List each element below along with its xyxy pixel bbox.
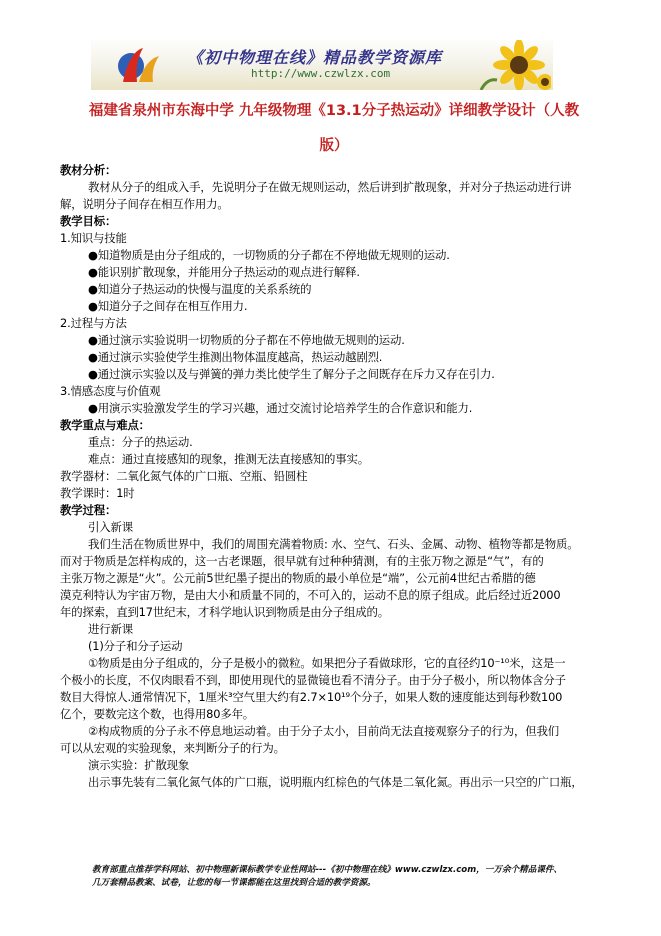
body-text-line: ●能识别扩散现象，并能用分子热运动的观点进行解释. xyxy=(88,265,360,279)
body-text-line: 解，说明分子间存在相互作用力。 xyxy=(60,197,229,211)
header-banner xyxy=(91,40,553,90)
body-text-line: ●用演示实验激发学生的学习兴趣，通过交流讨论培养学生的合作意识和能力. xyxy=(88,401,473,415)
body-text-line: ●知道分子之间存在相互作用力. xyxy=(88,299,248,313)
body-text-line: ●通过演示实验以及与弹簧的弹力类比使学生了解分子之间既存在斥力又存在引力. xyxy=(88,367,495,381)
body-text-line: 引入新课 xyxy=(88,520,133,534)
section-heading: 教学重点与难点： xyxy=(60,418,150,432)
body-text-line: 教学器材：二氧化氮气体的广口瓶、空瓶、铅圆柱 xyxy=(60,469,308,483)
sunflower-image xyxy=(461,40,551,90)
body-text-line: 演示实验：扩散现象 xyxy=(88,758,190,772)
body-text-line: 我们生活在物质世界中，我们的周围充满着物质: 水、空气、石头、金属、动物、植物等都是物质。 xyxy=(88,537,579,551)
body-text-line: 出示事先装有二氧化氮气体的广口瓶，说明瓶内红棕色的气体是二氧化氮。再出示一只空的广口瓶， xyxy=(88,775,583,789)
body-text-line: ●知道分子热运动的快慢与温度的关系系统的 xyxy=(88,282,312,296)
section-heading: 教材分析： xyxy=(60,163,117,177)
section-heading: 教学目标： xyxy=(60,214,117,228)
document-title: 福建省泉州市东海中学 九年级物理《13.1分子热运动》详细教学设计（人教 xyxy=(88,103,580,119)
body-text-line: 亿个，要数完这个数，也得用80多年。 xyxy=(60,707,255,721)
banner-url[interactable]: http://www.czwlzx.com xyxy=(251,67,391,80)
banner-title: 《初中物理在线》精品教学资源库 xyxy=(187,48,443,67)
footer-line: 几万套精品教案、试卷，让您的每一节课都能在这里找到合适的教学资源。 xyxy=(92,878,376,888)
body-text-line: (1)分子和分子运动 xyxy=(88,639,183,653)
site-logo xyxy=(113,44,163,86)
section-heading: 教学过程： xyxy=(60,503,117,517)
body-text-line: ●通过演示实验说明一切物质的分子都在不停地做无规则的运动. xyxy=(88,333,405,347)
body-text-line: ●知道物质是由分子组成的，一切物质的分子都在不停地做无规则的运动. xyxy=(88,248,450,262)
body-text-line: 3.情感态度与价值观 xyxy=(60,384,161,398)
body-text-line: ②构成物质的分子永不停息地运动着。由于分子太小，目前尚无法直接观察分子的行为，但我们 xyxy=(88,724,559,738)
body-text-line: 教学课时：1时 xyxy=(60,486,135,500)
body-text-line: 1.知识与技能 xyxy=(60,231,127,245)
body-text-line: 可以从宏观的实验现象，来判断分子的行为。 xyxy=(60,741,285,755)
footer-line: 教育部重点推荐学科网站、初中物理新课标教学专业性网站---《初中物理在线》www.czwlzx.com，一万余个精品课件、 xyxy=(92,865,563,875)
body-text-line: 教材从分子的组成入手，先说明分子在做无规则运动，然后讲到扩散现象，并对分子热运动进行讲 xyxy=(88,180,572,194)
body-text-line: ①物质是由分子组成的，分子是极小的微粒。如果把分子看做球形，它的直径约10⁻¹⁰米，这是一 xyxy=(88,656,566,670)
body-text-line: 漠克利特认为宇宙万物，是由大小和质量不同的，不可入的，运动不息的原子组成。此后经过近2000 xyxy=(60,588,561,602)
document-title-cont: 版） xyxy=(319,138,349,154)
body-text-line: 重点：分子的热运动. xyxy=(88,435,193,449)
body-text-line: 个极小的长度，不仅肉眼看不到，即使用现代的显微镜也看不清分子。由于分子极小，所以物体含分子 xyxy=(60,673,566,687)
body-text-line: 主张万物之源是“火”。公元前5世纪墨子提出的物质的最小单位是“端”，公元前4世纪古希腊的德 xyxy=(60,571,536,585)
body-text-line: 难点：通过直接感知的现象，推测无法直接感知的事实。 xyxy=(88,452,370,466)
body-text-line: 2.过程与方法 xyxy=(60,316,127,330)
body-text-line: 年的探索，直到17世纪末，才科学地认识到物质是由分子组成的。 xyxy=(60,605,389,619)
body-text-line: 进行新课 xyxy=(88,622,133,636)
body-text-line: 而对于物质是怎样构成的，这一古老课题，很早就有过种种猜测，有的主张万物之源是“气”，有的 xyxy=(60,554,544,568)
body-text-line: ●通过演示实验使学生推测出物体温度越高，热运动越剧烈. xyxy=(88,350,383,364)
body-text-line: 数目大得惊人.通常情况下，1厘米³空气里大约有2.7×10¹⁹个分子，如果人数的速度能达到每秒数100 xyxy=(60,690,563,704)
page-footer xyxy=(92,864,592,890)
